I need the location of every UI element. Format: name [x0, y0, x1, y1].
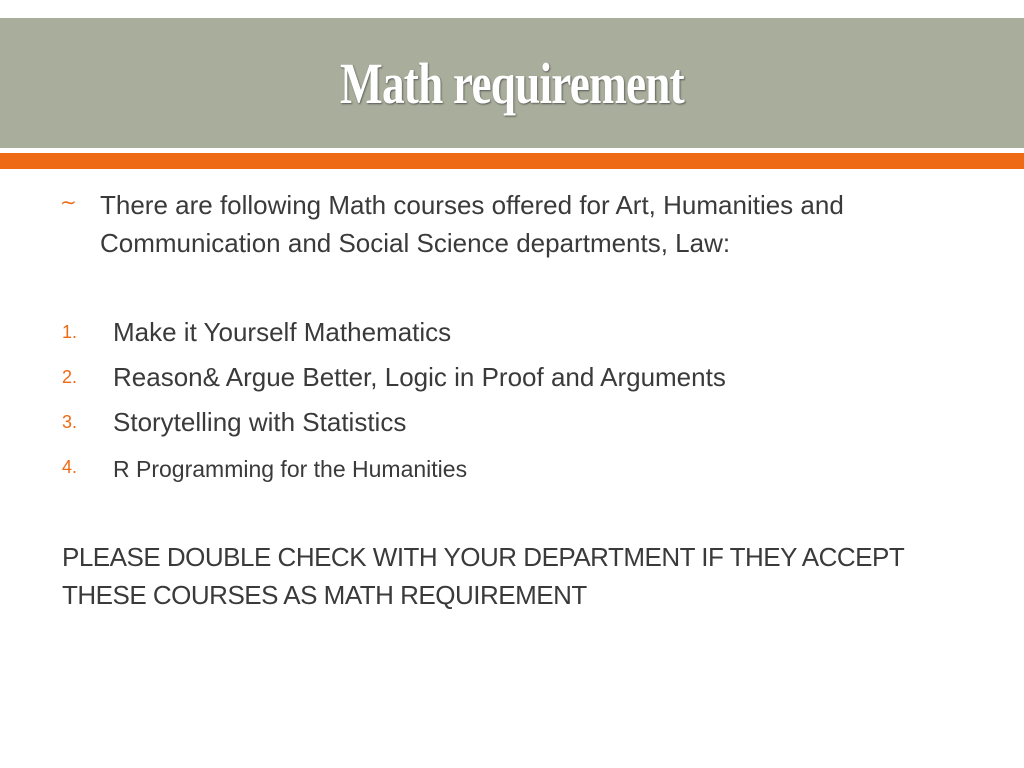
- list-number: 1.: [62, 322, 78, 342]
- course-list: [62, 314, 962, 494]
- department-notice: PLEASE DOUBLE CHECK WITH YOUR DEPARTMENT IF THEY ACCEPT THESE COURSES AS MATH REQUIREMENT: [62, 542, 904, 610]
- course-label: R Programming for the Humanities: [113, 456, 468, 482]
- list-item: [62, 449, 962, 494]
- course-label: Storytelling with Statistics: [113, 407, 407, 437]
- list-item: [62, 359, 962, 404]
- list-number: 4.: [62, 457, 78, 477]
- accent-rule: [0, 153, 1024, 169]
- curly-bullet-icon: ∼: [60, 190, 77, 214]
- course-label: Reason& Argue Better, Logic in Proof and Arguments: [113, 362, 726, 392]
- list-item: [62, 314, 962, 359]
- list-number: 3.: [62, 412, 78, 432]
- list-number: 2.: [62, 367, 78, 387]
- slide-title: Math requirement: [340, 50, 684, 116]
- list-item: [62, 404, 962, 449]
- intro-bullet: [60, 186, 970, 262]
- intro-text: There are following Math courses offered for Art, Humanities and Communication and Social Science departments, Law:: [100, 190, 844, 258]
- course-label: Make it Yourself Mathematics: [113, 317, 452, 347]
